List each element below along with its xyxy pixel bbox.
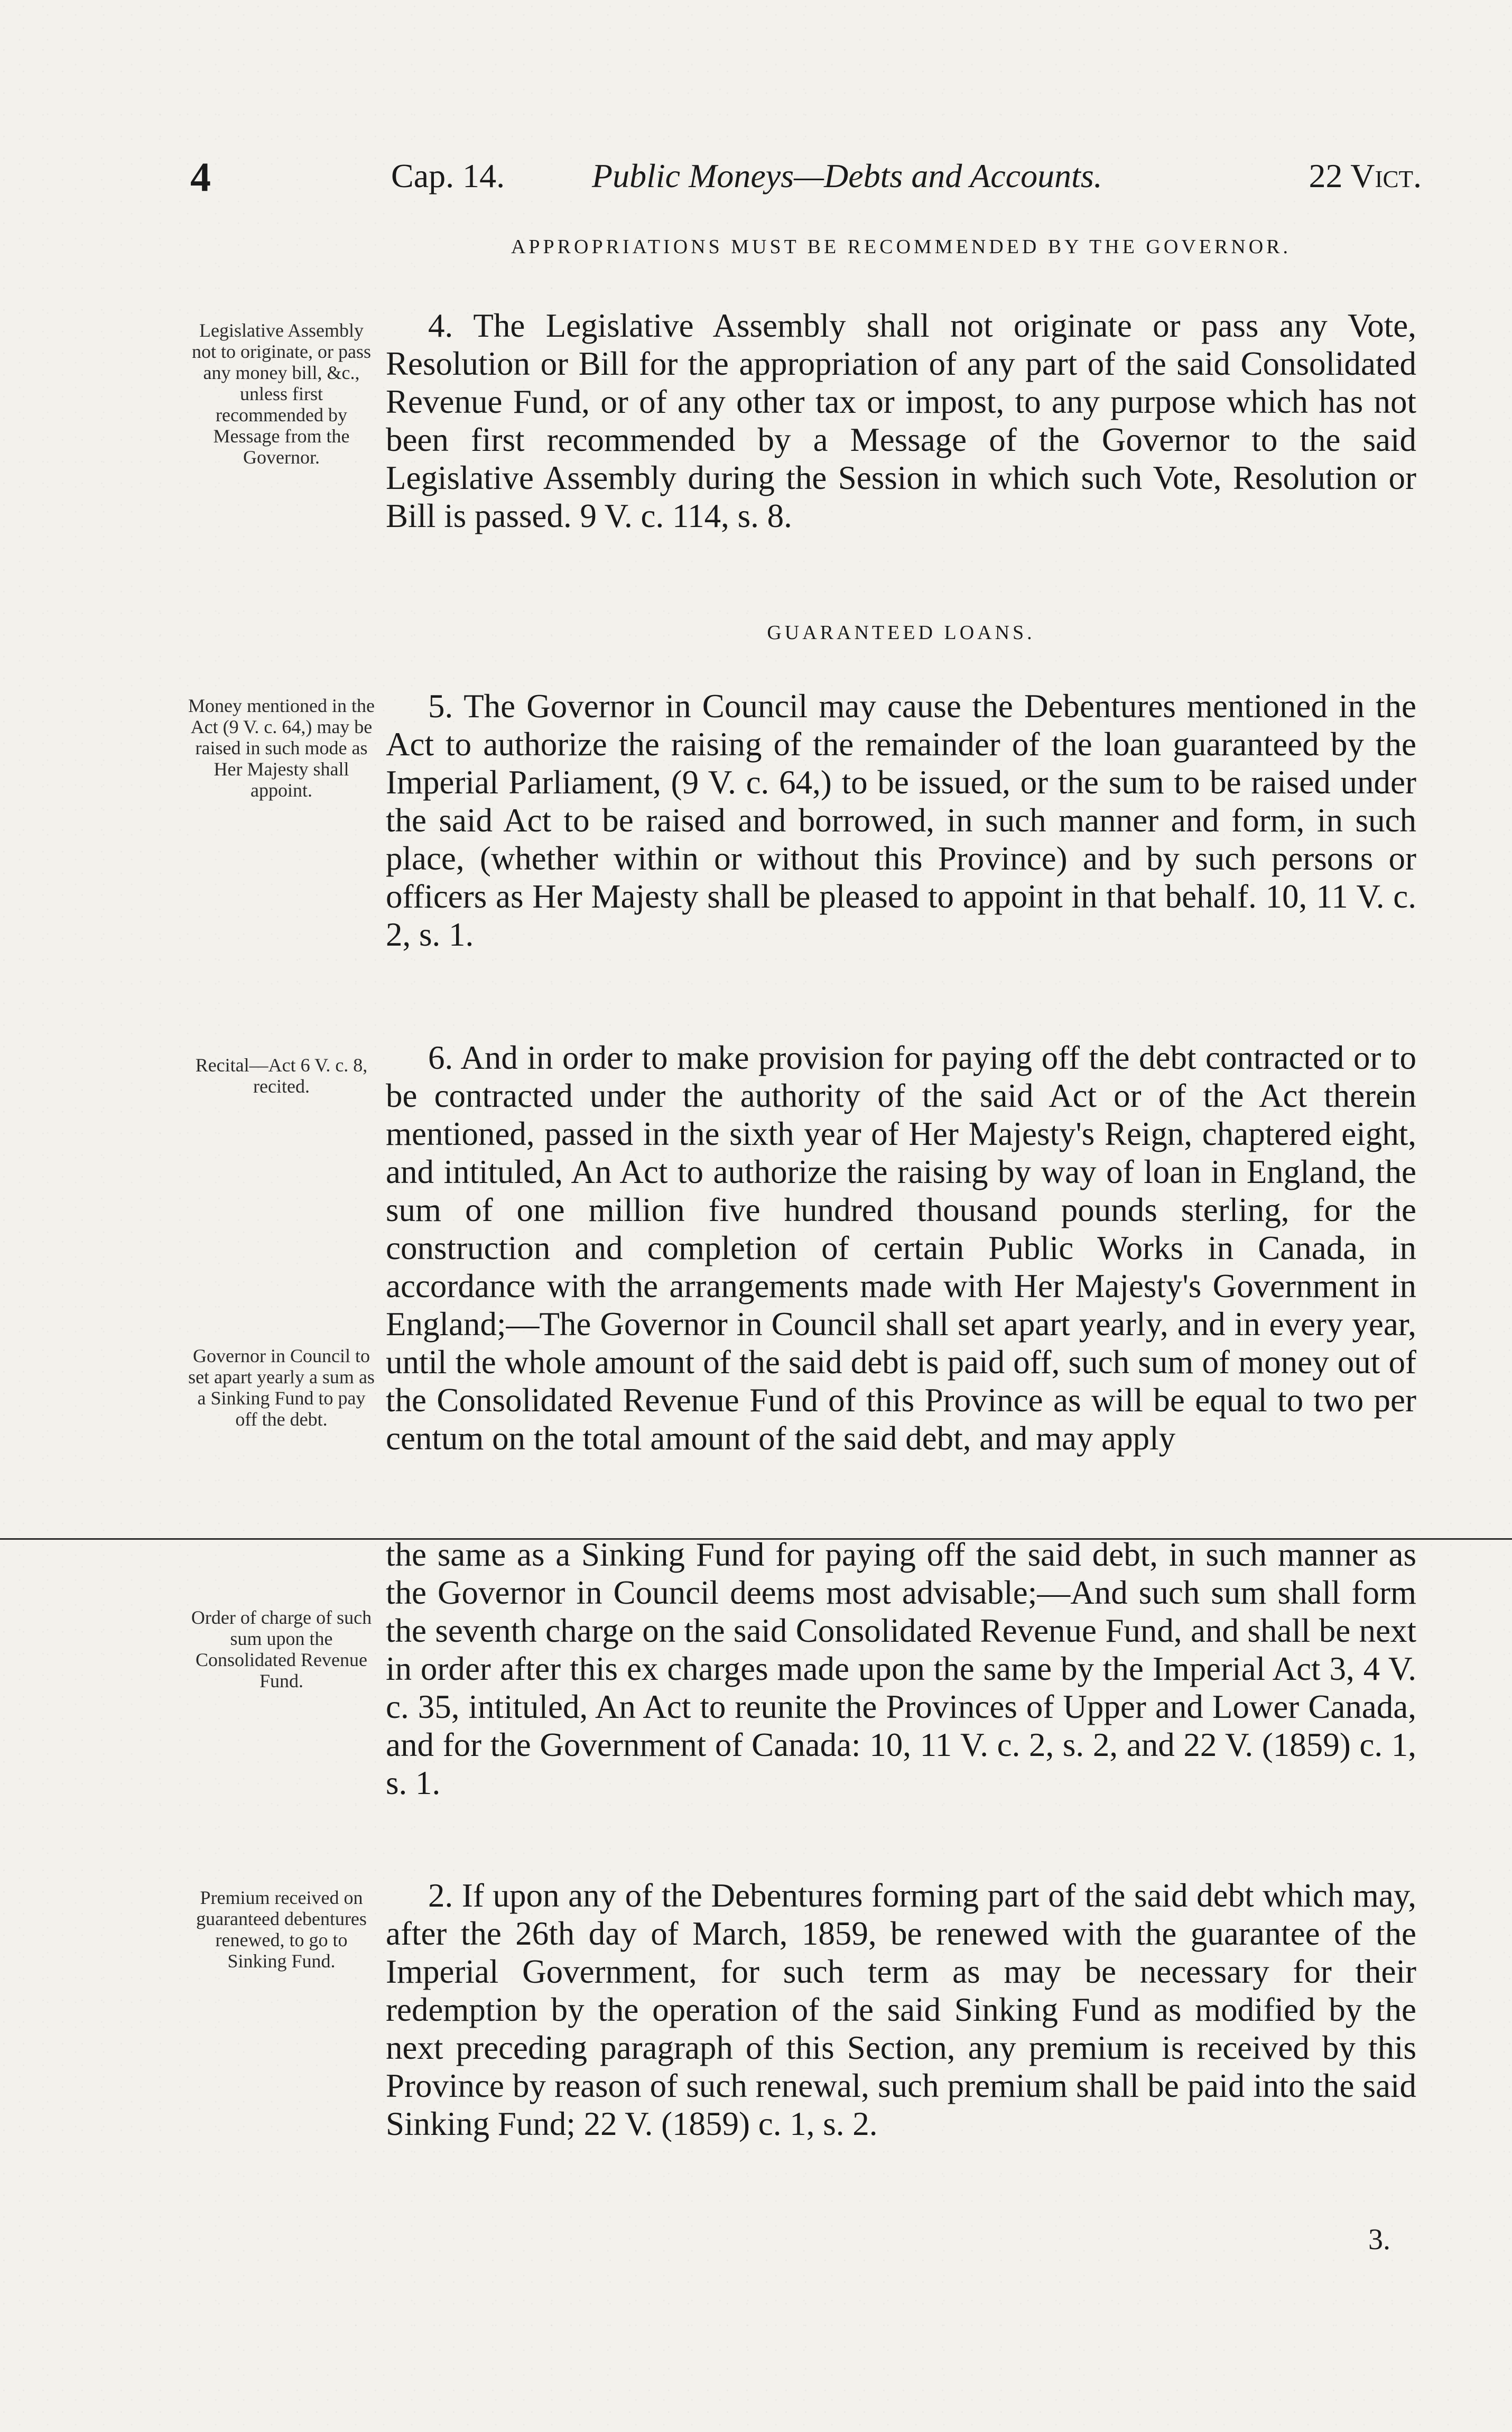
section-5-text: 5. The Governor in Council may cause the Debentures mentioned in the Act to authorize the raising of the remainder of the loan guaranteed by the Imperial Parliament, (9 V. c. 64,) to be issued, or the sum to be raised under the said Act to be raised and borrowed, in such manner and form, in such place, (whether within or without this Province) and by such persons or officers as Her Majesty shall be pleased to appoint in that behalf. 10, 11 V. c. 2, s. 1. (386, 688, 1416, 953)
chapter-label: Cap. 14. (391, 157, 505, 195)
running-header (190, 153, 1422, 211)
section-6-continued (386, 1536, 1416, 1802)
section-6-2 (386, 1876, 1416, 2143)
marginal-note-6: Premium received on guaranteed debentures renewed, to go to Sinking Fund. (196, 1887, 367, 1972)
signature-mark: 3. (1368, 2223, 1390, 2256)
regnal-year: 22 Vict. (1309, 157, 1422, 195)
marginal-note-3: Recital—Act 6 V. c. 8, recited. (195, 1055, 368, 1097)
marginal-note-2: Money mentioned in the Act (9 V. c. 64,) may be raised in such mode as Her Majesty shall appoint. (188, 695, 375, 801)
running-title: Public Moneys—Debts and Accounts. (592, 157, 1102, 195)
appropriations-heading: APPROPRIATIONS MUST BE RECOMMENDED BY THE GOVERNOR. (511, 236, 1292, 258)
marginal-note-1: Legislative Assembly not to originate, or pass any money bill, &c., unless first recommended by Message from the Governor. (192, 320, 371, 468)
section-5 (386, 687, 1416, 954)
page-number: 4 (190, 154, 211, 200)
section-6 (386, 1039, 1416, 1457)
section-6-text: 6. And in order to make provision for paying off the debt contracted or to be contracted under the authority of the said Act or of the Act therein mentioned, passed in the sixth year of Her Majesty's Reign, chaptered eight, and intituled, An Act to authorize the raising by way of loan in England, the sum of one million five hundred thousand pounds sterling, for the construction and completion of certain Public Works in Canada, in accordance with the arrangements made with Her Majesty's Government in England;—The Governor in Council shall set apart yearly, and in every year, until the whole amount of the said debt is paid off, such sum of money out of the Consolidated Revenue Fund of this Province as will be equal to two per centum on the total amount of the said debt, and may apply (386, 1039, 1416, 1457)
section-6-continued-text: the same as a Sinking Fund for paying off the said debt, in such manner as the Governor in Council deems most advisable;—And such sum shall form the seventh charge on the said Consolidated Revenue Fund, and shall be next in order after this ex charges made upon the same by the Imperial Act 3, 4 V. c. 35, intituled, An Act to reunite the Provinces of Upper and Lower Canada, and for the Government of Canada: 10, 11 V. c. 2, s. 2, and 22 V. (1859) c. 1, s. 1. (386, 1536, 1416, 1801)
section-4 (386, 307, 1416, 535)
section-4-text: 4. The Legislative Assembly shall not originate or pass any Vote, Resolution or Bill for the appropriation of any part of the said Consolidated Revenue Fund, or of any other tax or impost, to any purpose which has not been first recommended by a Message of the Governor to the said Legislative Assembly during the Session in which such Vote, Resolution or Bill is passed. 9 V. c. 114, s. 8. (386, 307, 1416, 534)
marginal-note-5: Order of charge of such sum upon the Consolidated Revenue Fund. (191, 1607, 372, 1691)
marginal-note-4: Governor in Council to set apart yearly a sum as a Sinking Fund to pay off the debt. (188, 1345, 375, 1430)
section-6-2-text: 2. If upon any of the Debentures forming part of the said debt which may, after the 26th day of March, 1859, be renewed with the guarantee of the Imperial Government, for such term as may be necessary for their redemption by the operation of the said Sinking Fund as modified by the next preceding paragraph of this Section, any premium is received by this Province by reason of such renewal, such premium shall be paid into the said Sinking Fund; 22 V. (1859) c. 1, s. 2. (386, 1877, 1416, 2142)
guaranteed-loans-heading: GUARANTEED LOANS. (767, 622, 1035, 644)
